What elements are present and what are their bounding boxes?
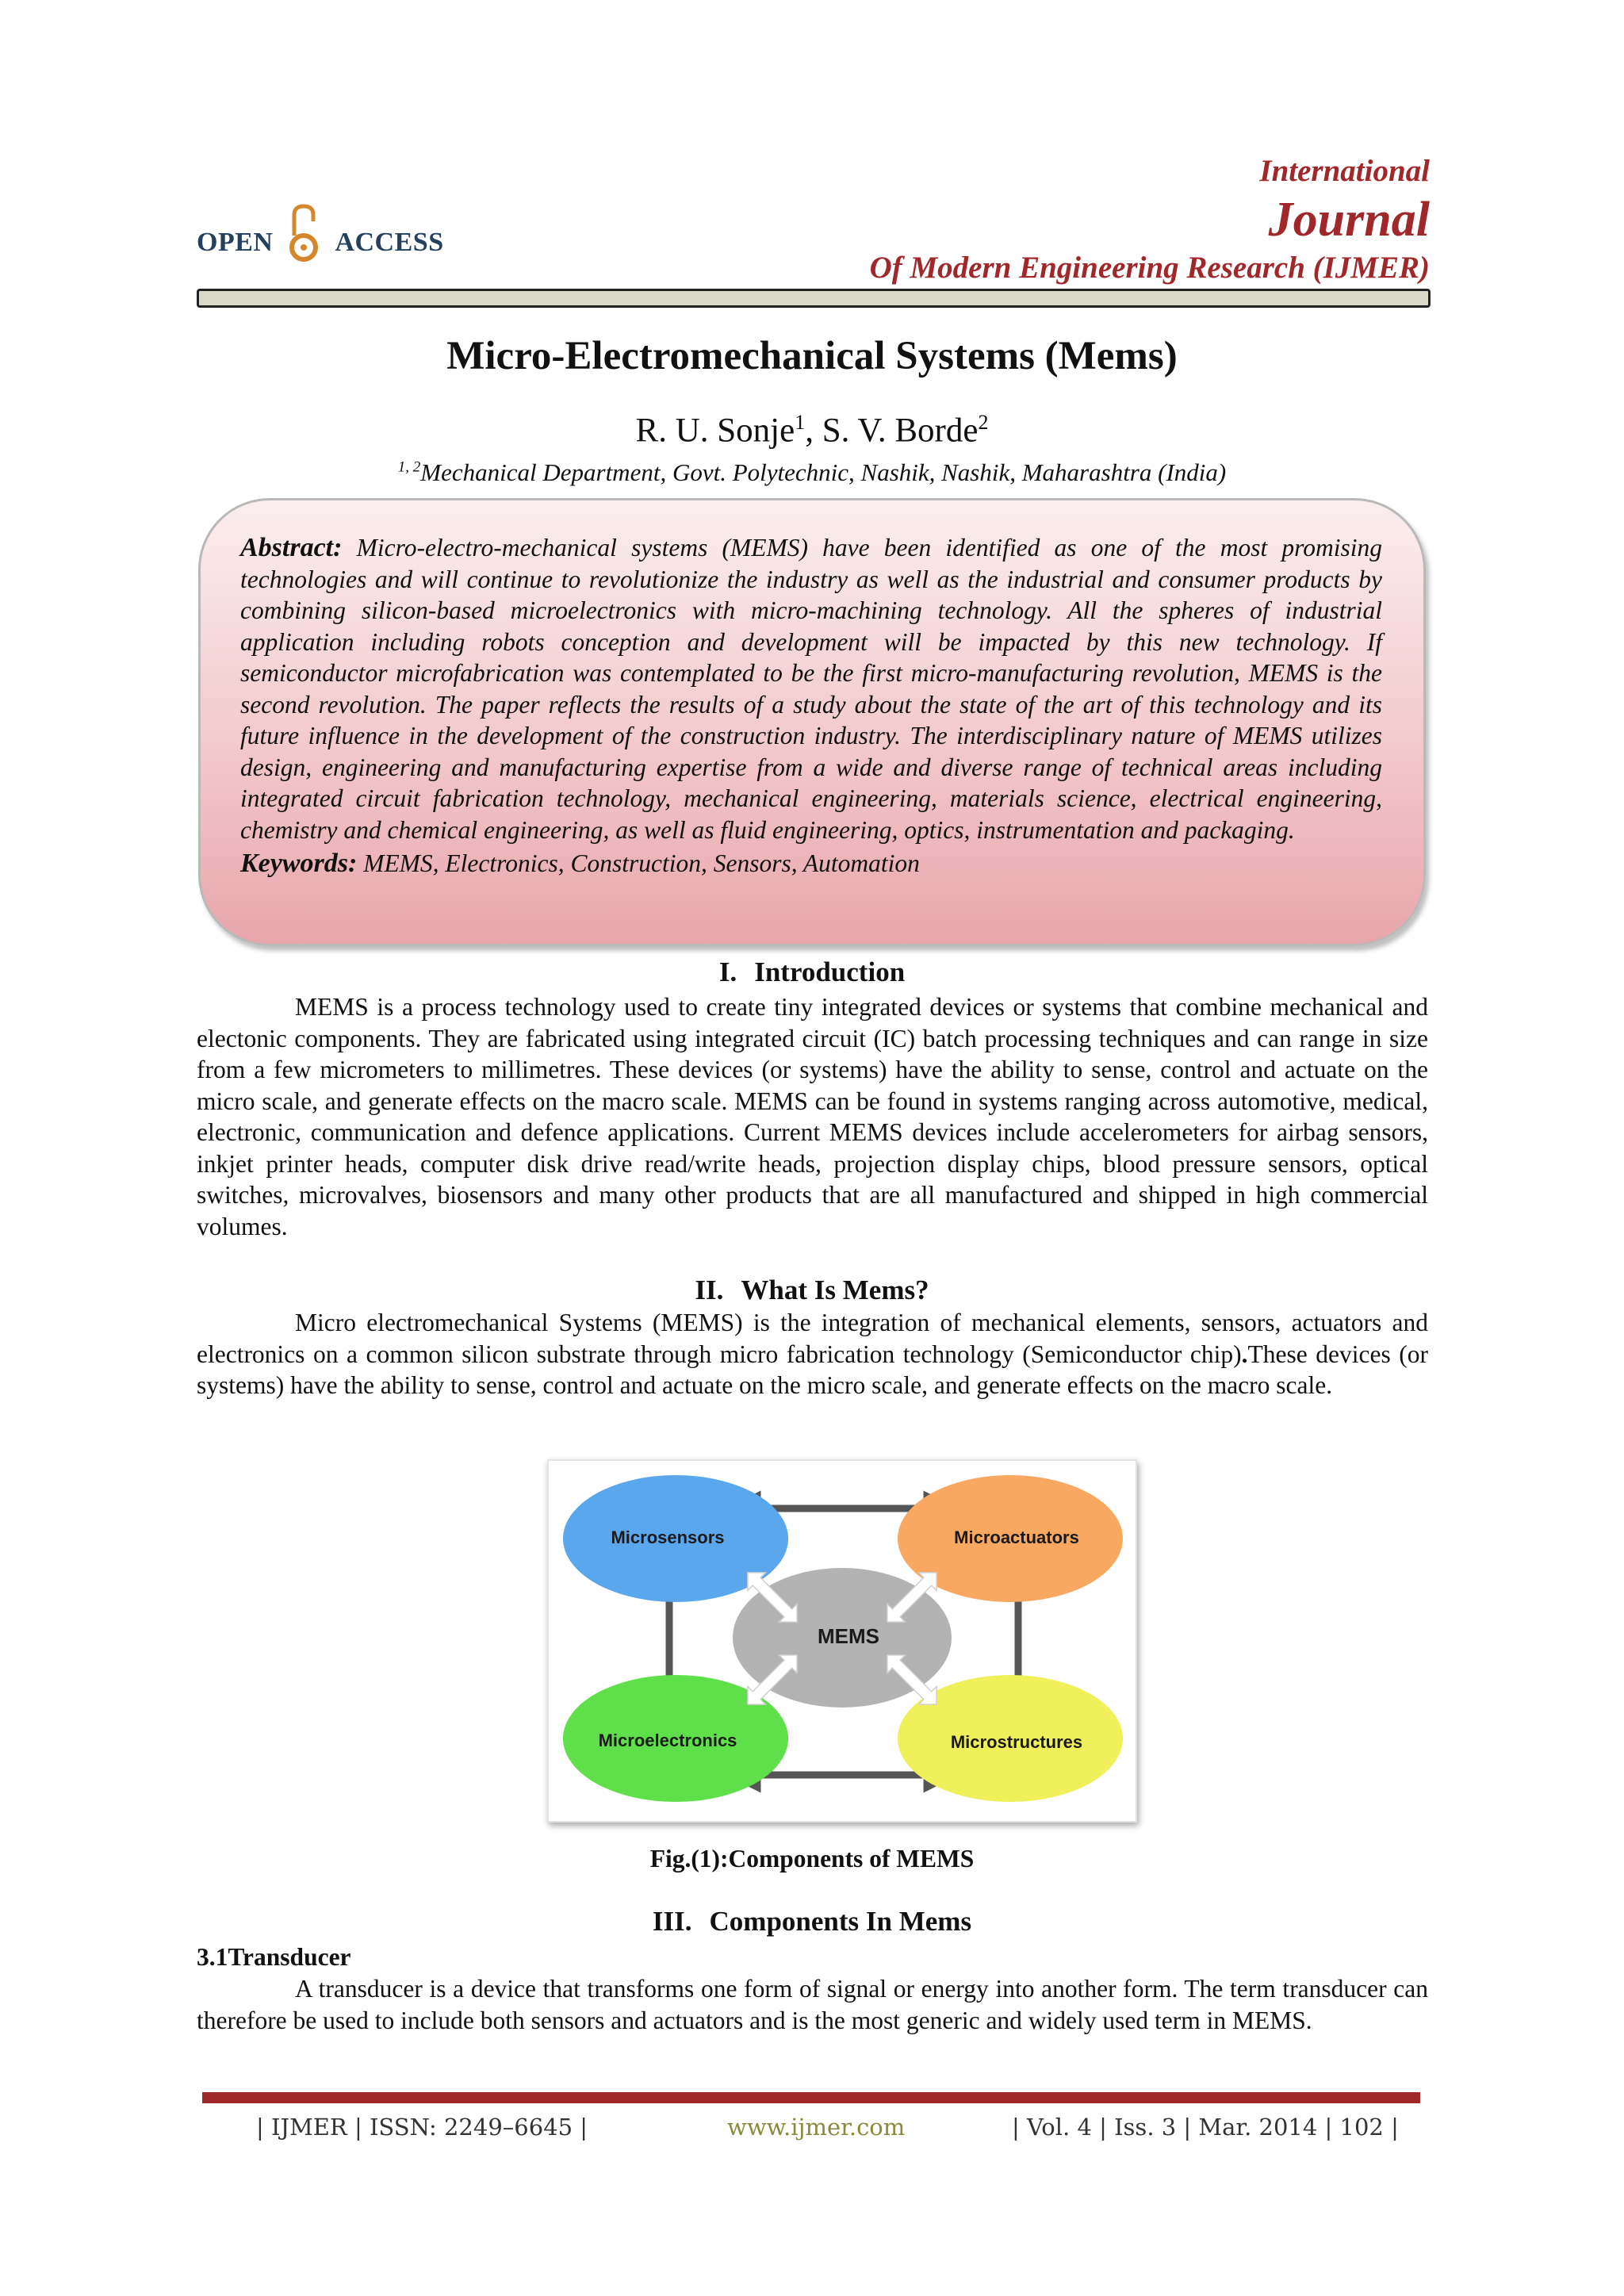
paragraph-text: These devices (or systems) have the ability to sense, control and actuate on the micro scale, and generate effects on the macro scale. [197,1340,1428,1399]
abstract-label: Abstract: [240,533,343,562]
header-divider [197,289,1431,308]
footer-volume-info: | Vol. 4 | Iss. 3 | Mar. 2014 | 102 | [1012,2114,1399,2141]
affiliation-mark: 1, 2 [397,458,421,476]
microstructures-label: Microstructures [950,1732,1083,1752]
section-heading-introduction [0,956,1624,988]
keywords-line [240,847,1382,880]
abstract-paragraph [240,532,1382,845]
mems-components-figure [547,1459,1137,1823]
access-word: ACCESS [335,228,444,257]
microsensors-label: Microsensors [611,1527,725,1547]
footer-divider [202,2092,1420,2103]
open-access-lock-icon [287,204,320,269]
paragraph-text: Micro electromechanical Systems (MEMS) is the integration of mechanical elements, sensors, actuators and electronics on a common silicon substrate through micro fabrication technology (Semiconductor chip) [197,1309,1428,1368]
section-heading-components [0,1906,1624,1938]
microelectronics-label: Microelectronics [598,1731,737,1750]
section-heading-what-is-mems [0,1274,1624,1306]
journal-international: International [1259,154,1430,188]
author-affiliation-mark: 1 [795,411,806,434]
section-number: II. [695,1274,724,1305]
microactuators-label: Microactuators [954,1527,1079,1547]
figure-caption: Fig.(1):Components of MEMS [649,1845,975,1872]
journal-name-block [870,151,1430,289]
affiliation-line [0,458,1624,487]
affiliation-text: Mechanical Department, Govt. Polytechnic, Nashik, Nashik, Maharashtra (India) [420,458,1227,486]
author-separator: , [805,412,822,450]
author-name: R. U. Sonje [635,412,795,450]
introduction-paragraph: MEMS is a process technology used to create tiny integrated devices or systems that combine mechanical and electonic components. They are fabricated using integrated circuit (IC) batch processing techniques and can range in size from a few micrometers to millimetres. These devices (or systems) have the ability to sense, control and actuate on the micro scale, and generate effects on the macro scale. MEMS can be found in systems ranging across automotive, medical, electronic, communication and defence applications. Current MEMS devices include accelerometers for airbag sensors, inkjet printer heads, computer disk drive read/write heads, projection display chips, blood pressure sensors, optical switches, microvalves, biosensors and many other products that are all manufactured and shipped in high commercial volumes. [197,993,1428,1240]
footer-issn: | IJMER | ISSN: 2249–6645 | [256,2114,588,2141]
section-number: I. [718,956,737,987]
open-word: OPEN [197,228,274,257]
section-title: Components In Mems [709,1906,972,1937]
paper-title: Micro-Electromechanical Systems (Mems) [446,334,1178,378]
section-title: Introduction [754,956,906,987]
transducer-paragraph: A transducer is a device that transforms one form of signal or energy into another form. The term transducer can therefore be used to include both sensors and actuators and is the most generic and widely used term in MEMS. [197,1975,1428,2034]
footer-website-link[interactable]: www.ijmer.com [727,2114,906,2141]
author-affiliation-mark: 2 [978,411,989,434]
open-access-logo [197,210,444,275]
section-title: What Is Mems? [741,1274,929,1305]
abstract-text: Micro-electro-mechanical systems (MEMS) have been identified as one of the most promising technologies and will continue to revolutionize the industry as well as the industrial and consumer products by combining silicon-based microelectronics with micro-machining technology. All the spheres of industrial application including robots conception and development will be impacted by this new technology. If semiconductor microfabrication was contemplated to be the first micro-manufacturing revolution, MEMS is the second revolution. The paper reflects the results of a study about the state of the art of this technology and its future influence in the development of the construction industry. The interdisciplinary nature of MEMS utilizes design, engineering and manufacturing expertise from a wide and diverse range of technical areas including integrated circuit fabrication technology, mechanical engineering, materials science, electrical engineering, chemistry and chemical engineering, as well as fluid engineering, optics, instrumentation and packaging. [240,534,1383,844]
author-line [0,411,1624,450]
journal-word: Journal [1268,193,1430,247]
section-number: III. [652,1906,692,1937]
mems-diagram [549,1461,1136,1821]
keywords-label: Keywords: [240,849,358,878]
mems-center-label: MEMS [818,1624,879,1648]
author-name: S. V. Borde [822,412,979,450]
bold-period: . [1241,1340,1248,1368]
keywords-text: MEMS, Electronics, Construction, Sensors, Automation [363,849,920,877]
abstract-box [198,498,1426,946]
subsection-heading-transducer: 3.1Transducer [197,1943,351,1971]
what-is-mems-paragraph [197,1307,1428,1401]
journal-subtitle: Of Modern Engineering Research (IJMER) [869,251,1430,285]
